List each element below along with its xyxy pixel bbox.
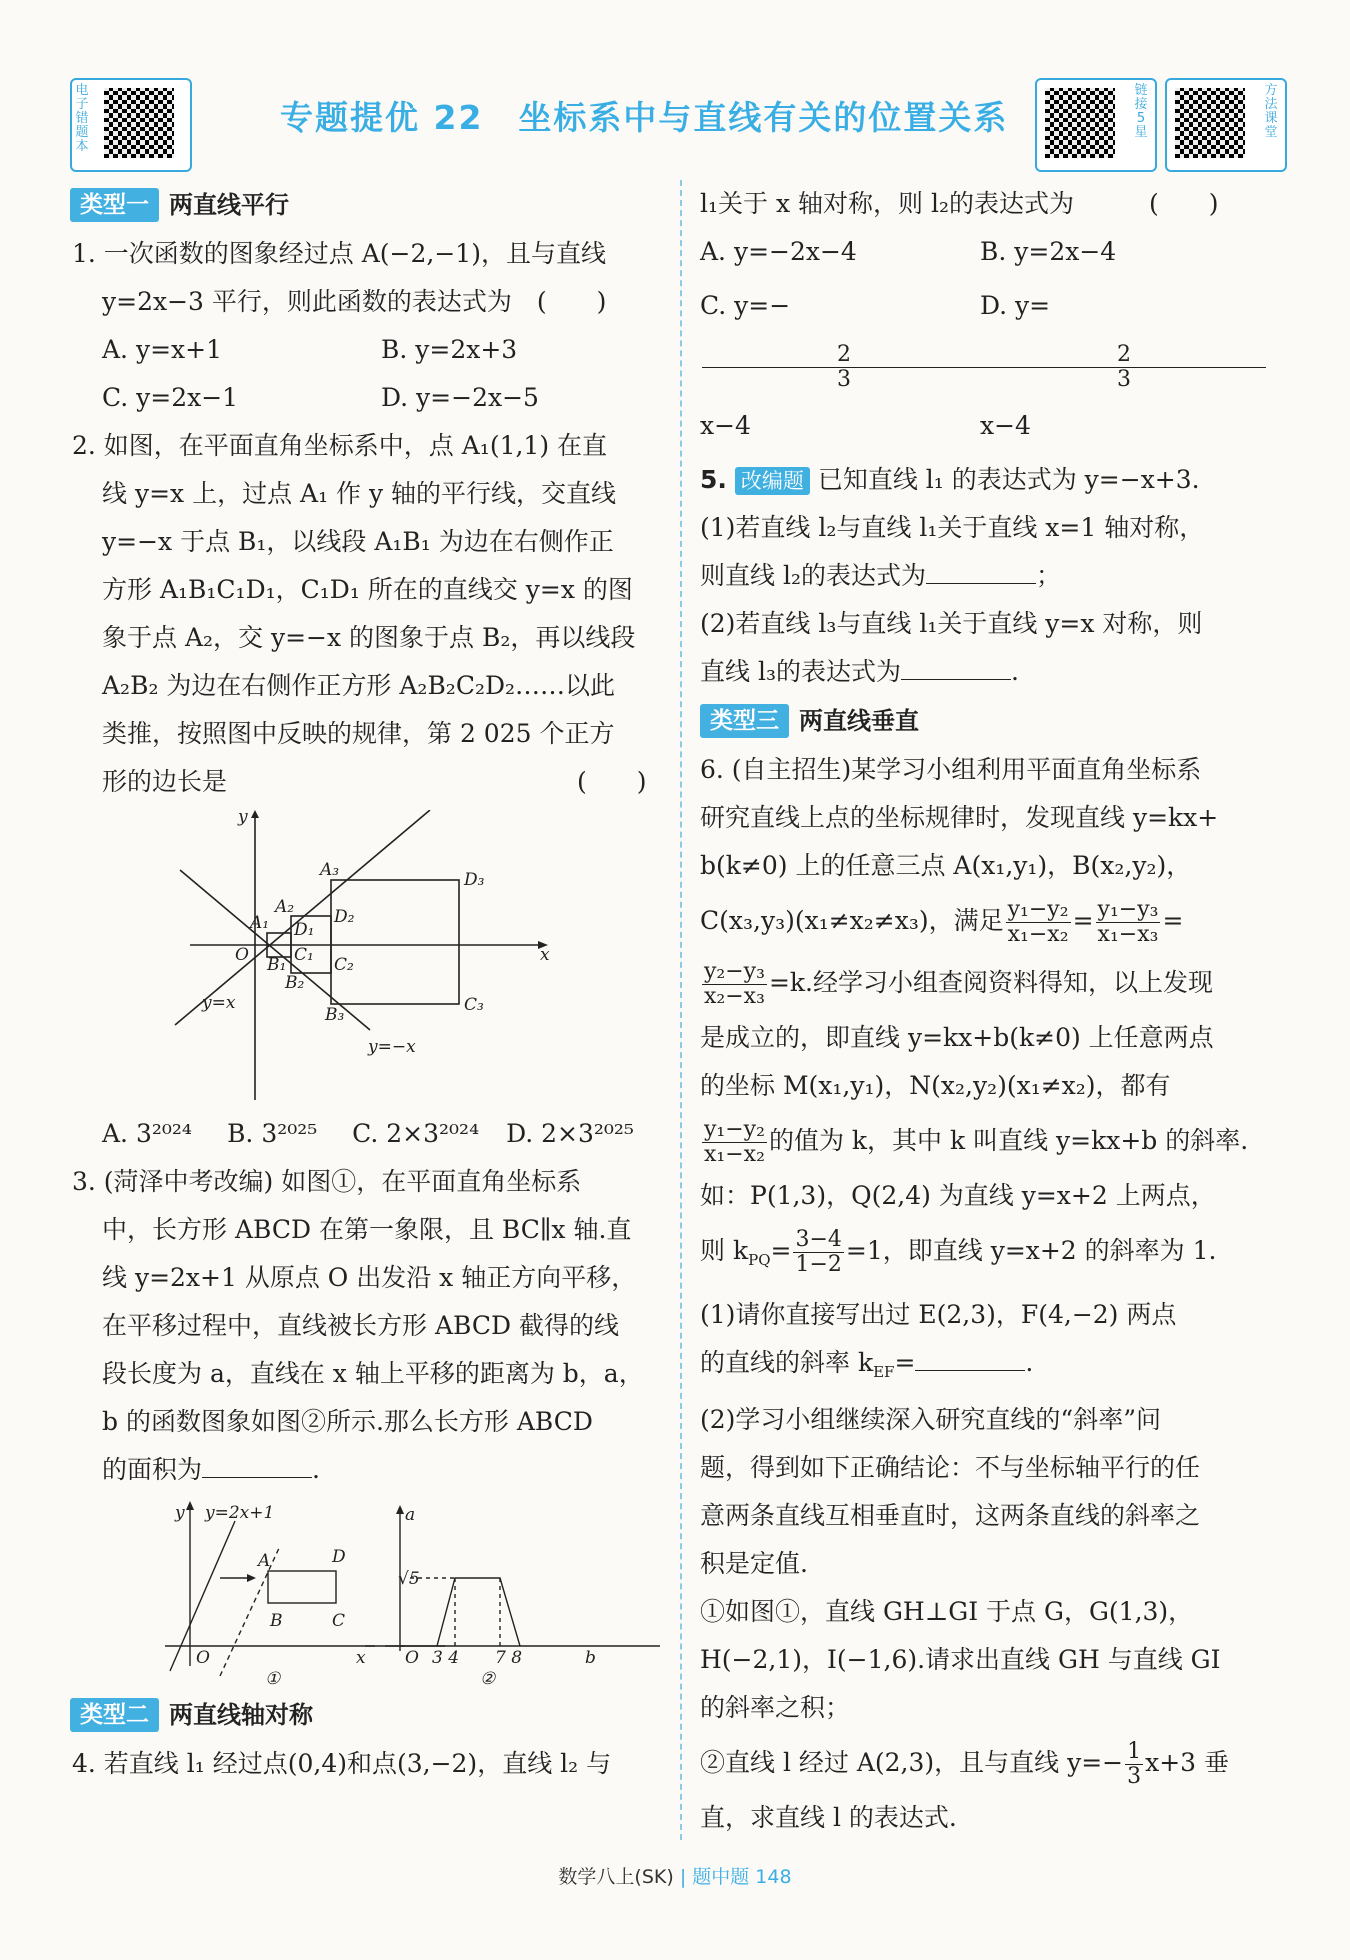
right-qr-box[interactable]	[1165, 78, 1287, 172]
page-footer	[0, 1862, 1350, 1889]
q6-p2d: 积是定值.	[700, 1549, 808, 1578]
q4-line2: l₁关于 x 轴对称，则 l₂的表达式为 ( )	[700, 189, 1219, 218]
q6-s2c: 直，求直线 l 的表达式.	[700, 1803, 957, 1832]
q2-figure	[70, 810, 660, 1110]
graph-a-b	[437, 1578, 520, 1646]
label-C1: C₁	[294, 945, 314, 965]
fig1-label-B: B	[270, 1611, 283, 1631]
fig2-label-O: O	[405, 1648, 419, 1668]
label-y-eq-x: y=x	[202, 993, 236, 1013]
q6-l2: 研究直线上点的坐标规律时，发现直线 y=kx+	[700, 803, 1219, 832]
q2-option-b[interactable]: B. 3²⁰²⁵	[227, 1119, 318, 1148]
q2-line: 2. 如图，在平面直角坐标系中，点 A₁(1,1) 在直	[72, 431, 608, 460]
footer-sep: |	[679, 1866, 687, 1888]
footer-left: 数学八上(SK)	[558, 1866, 674, 1888]
footer-right: 题中题 148	[692, 1866, 792, 1888]
label-D3: D₃	[464, 870, 485, 890]
type3-header	[700, 696, 1290, 746]
label-D1: D₁	[294, 920, 315, 940]
q1-option-a[interactable]: A. y=x+1	[102, 335, 222, 364]
q5-blank1[interactable]	[926, 561, 1036, 584]
label-A1: A₁	[250, 913, 270, 933]
type2-title: 两直线轴对称	[169, 1701, 313, 1729]
fig1-label-A: A	[258, 1551, 271, 1571]
q3-answer-blank[interactable]	[202, 1455, 312, 1478]
q3-text: 3. (菏泽中考改编) 如图①，在平面直角坐标系 中，长方形 ABCD 在第一象限，且 BC∥x 轴.直 线 y=2x+1 从原点 O 出发沿 x 轴正方向平移， 在平移过程中，直线被长方形 ABCD 截得的线 段长度为 a，直线在 x 轴上平移的距离为 b，a， b 的函数图象如图②所示.那么长方形 ABCD 的面积为 .	[70, 1158, 660, 1494]
q2-options	[70, 1110, 660, 1158]
type2-tag: 类型二	[70, 1698, 159, 1732]
right-qr-label: 方法课堂	[1264, 83, 1278, 140]
q4-option-c[interactable]: C. y=− $\frac{2}{3}$ x−4	[700, 276, 980, 456]
q6-l4: C(x₃,y₃)(x₁≠x₂≠x₃)，满足	[700, 906, 1004, 935]
q4-options-ab	[700, 228, 1290, 276]
label-C2: C₂	[334, 955, 354, 975]
q6-l1: 6. (自主招生)某学习小组利用平面直角坐标系	[700, 755, 1202, 784]
square-3	[331, 880, 459, 1004]
q3-line: 段长度为 a，直线在 x 轴上平移的距离为 b，a，	[102, 1359, 644, 1388]
q6-s1a: ①如图①，直线 GH⊥GI 于点 G，G(1,3)，	[700, 1597, 1194, 1626]
column-divider	[680, 180, 682, 1840]
fig1-number: ①	[265, 1669, 281, 1686]
q6-l10: =1，即直线 y=x+2 的斜率为 1.	[845, 1236, 1217, 1265]
q4-options-cd	[700, 276, 1290, 456]
q5-p2a: (2)若直线 l₃与直线 l₁关于直线 y=x 对称，则	[700, 609, 1203, 638]
fig1-label-x: x	[356, 1648, 366, 1668]
left-qr-label: 电子错题本	[75, 83, 89, 154]
label-y-eq-neg-x: y=−x	[368, 1037, 416, 1057]
left-qr-box[interactable]	[70, 78, 192, 172]
q6-l3: b(k≠0) 上的任意三点 A(x₁,y₁)，B(x₂,y₂)，	[700, 851, 1192, 880]
q2-line: 线 y=x 上，过点 A₁ 作 y 轴的平行线，交直线	[102, 479, 617, 508]
label-x: x	[540, 945, 550, 965]
q1-option-d[interactable]: D. y=−2x−5	[381, 383, 539, 412]
q6-p2b: 题，得到如下正确结论：不与坐标轴平行的任	[700, 1453, 1201, 1482]
right-column	[700, 180, 1290, 1842]
mid-qr-label: 链接5星	[1134, 83, 1148, 140]
q3-line: b 的函数图象如图②所示.那么长方形 ABCD	[102, 1407, 593, 1436]
q2-line: 类推，按照图中反映的规律，第 2 025 个正方	[102, 719, 615, 748]
q6: 6. (自主招生)某学习小组利用平面直角坐标系 研究直线上点的坐标规律时，发现直线 y=kx+ b(k≠0) 上的任意三点 A(x₁,y₁)，B(x₂,y₂)， C(x₃,y₃)(x₁≠x₂≠x₃)，满足 $\frac{\text{y₁−y₂}}{\text{x₁−x₂}}$ = $\frac{\text{y₁−y₃}}{\text{x₁−x₃}}$ = $\frac{\text{y₂−y₃}}{\text{x₂−x₃}}$ =k.经学习小组查阅资料得知，以上发现 是成立的，即直线 y=kx+b(k≠0) 上任意两点 的坐标 M(x₁,y₁)，N(x₂,y₂)(x₁≠x₂)，都有 $\frac{\text{y₁−y₂}}{\text{x₁−x₂}}$ 的值为 k，其中 k 叫直线 y=kx+b 的斜率. 如：P(1,3)，Q(2,4) 为直线 y=x+2 上两点， 则 $k_{PQ}=$ $\frac{3-4}{1-2}$ =1，即直线 y=x+2 的斜率为 1. (1)请你直接写出过 E(2,3)，F(4,−2) 两点 的直线的斜率 $k_{EF}=$ . (2)学习小组继续深入研究直线的“斜率”问 题，得到如下正确结论：不与坐标轴平行的任 意两条直线互相垂直时，这两条直线的斜率之 积是定值. ①如图①，直线 GH⊥GI 于点 G，G(1,3)， H(−2,1)，I(−1,6).请求出直线 GH 与直线 GI 的斜率之积； ②直线 l 经过 A(2,3)，且与直线 y=− $\frac{1}{3}$ x+3 垂 直，求直线 l 的表达式.	[700, 746, 1290, 1842]
fig1-label-C: C	[332, 1611, 346, 1631]
q6-p2a: (2)学习小组继续深入研究直线的“斜率”问	[700, 1405, 1161, 1434]
q2-line: 形的边长是 ( )	[102, 767, 647, 796]
q3-line: 中，长方形 ABCD 在第一象限，且 BC∥x 轴.直	[102, 1215, 632, 1244]
q1-option-b[interactable]: B. y=2x+3	[381, 335, 518, 364]
fig1-label-D: D	[332, 1547, 346, 1567]
q3-last-line: 的面积为	[102, 1455, 203, 1484]
qr-code-icon	[1173, 86, 1247, 160]
q2-line: 象于点 A₂，交 y=−x 的图象于点 B₂，再以线段	[102, 623, 636, 652]
q3-line: 在平移过程中，直线被长方形 ABCD 截得的线	[102, 1311, 619, 1340]
q3-line: 3. (菏泽中考改编) 如图①，在平面直角坐标系	[72, 1167, 582, 1196]
page-title: 专题提优 22 坐标系中与直线有关的位置关系	[280, 98, 1009, 137]
qr-code-icon	[1043, 86, 1117, 160]
qr-code-icon	[102, 86, 176, 160]
q2-line: 方形 A₁B₁C₁D₁，C₁D₁ 所在的直线交 y=x 的图	[102, 575, 633, 604]
fig2-label-sqrt5: √5	[398, 1569, 420, 1589]
fig1-label-y: y	[175, 1503, 185, 1523]
q6-l6: 是成立的，即直线 y=kx+b(k≠0) 上任意两点	[700, 1023, 1214, 1052]
fig2-ticks-34: 3 4	[432, 1648, 460, 1668]
label-D2: D₂	[334, 907, 355, 927]
q1-options-cd	[70, 374, 660, 422]
fig2-label-a: a	[405, 1505, 416, 1525]
label-B2: B₂	[285, 973, 305, 993]
q2-option-a[interactable]: A. 3²⁰²⁴	[102, 1119, 192, 1148]
type2-header	[70, 1690, 660, 1740]
q4-line1: 4. 若直线 l₁ 经过点(0,4)和点(3,−2)，直线 l₂ 与	[72, 1749, 612, 1778]
q5-p1b: 则直线 l₂的表达式为	[700, 561, 926, 590]
q2-text	[70, 422, 660, 806]
q4-option-b[interactable]: B. y=2x−4	[980, 237, 1117, 266]
label-O: O	[235, 945, 249, 965]
q1-option-c[interactable]: C. y=2x−1	[102, 383, 239, 412]
q5: 5. 改编题 已知直线 l₁ 的表达式为 y=−x+3. (1)若直线 l₂与直线 l₁关于直线 x=1 轴对称， 则直线 l₂的表达式为 ； (2)若直线 l₃与直线 l₁关于直线 y=x 对称，则 直线 l₃的表达式为 .	[700, 456, 1290, 696]
q2-line: y=−x 于点 B₁，以线段 A₁B₁ 为边在右侧作正	[102, 527, 614, 556]
type3-title: 两直线垂直	[799, 707, 919, 735]
q6-l7: 的坐标 M(x₁,y₁)，N(x₂,y₂)(x₁≠x₂)，都有	[700, 1071, 1171, 1100]
q1-line1: 1. 一次函数的图象经过点 A(−2,−1)，且与直线	[72, 239, 606, 268]
fig2-number: ②	[480, 1669, 496, 1686]
q6-p2c: 意两条直线互相垂直时，这两条直线的斜率之	[700, 1501, 1201, 1530]
q1-options-ab	[70, 326, 660, 374]
type1-header	[70, 180, 660, 230]
q3-line: 线 y=2x+1 从原点 O 出发沿 x 轴正方向平移，	[102, 1263, 637, 1292]
fig2-ticks-78: 7 8	[495, 1648, 523, 1668]
fig1-label-eq: y=2x+1	[205, 1503, 275, 1523]
q6-l8: 的值为 k，其中 k 叫直线 y=kx+b 的斜率.	[768, 1126, 1249, 1155]
q2-line: A₂B₂ 为边在右侧作正方形 A₂B₂C₂D₂……以此	[102, 671, 616, 700]
type1-tag: 类型一	[70, 188, 159, 222]
q6-s1b: H(−2,1)，I(−1,6).请求出直线 GH 与直线 GI	[700, 1645, 1221, 1674]
label-A3: A₃	[320, 860, 340, 880]
q1-line2: y=2x−3 平行，则此函数的表达式为 ( )	[102, 287, 607, 316]
q2-option-d[interactable]: D. 2×3²⁰²⁵	[506, 1119, 634, 1148]
rectangle-ABCD	[268, 1571, 336, 1603]
fig1-label-O: O	[196, 1648, 210, 1668]
type1-title: 两直线平行	[169, 191, 289, 219]
q4-option-a[interactable]: A. y=−2x−4	[700, 237, 857, 266]
fig2-label-b: b	[585, 1648, 596, 1668]
label-A2: A₂	[275, 897, 295, 917]
label-B3: B₃	[325, 1005, 345, 1025]
label-C3: C₃	[464, 995, 484, 1015]
q5-p2b: 直线 l₃的表达式为	[700, 657, 901, 686]
q4-option-d[interactable]: D. y= $\frac{2}{3}$ x−4	[980, 276, 1260, 456]
type3-tag: 类型三	[700, 704, 789, 738]
q2-option-c[interactable]: C. 2×3²⁰²⁴	[352, 1119, 480, 1148]
q5-blank2[interactable]	[901, 657, 1011, 680]
q6-blank1[interactable]	[915, 1348, 1025, 1371]
mid-qr-box[interactable]	[1035, 78, 1157, 172]
q5-line1: 已知直线 l₁ 的表达式为 y=−x+3.	[817, 465, 1200, 494]
q6-l5: =k.经学习小组查阅资料得知，以上发现	[768, 968, 1213, 997]
label-B1: B₁	[267, 955, 287, 975]
label-y: y	[238, 810, 248, 827]
q6-p1a: (1)请你直接写出过 E(2,3)，F(4,−2) 两点	[700, 1300, 1177, 1329]
q6-l9: 如：P(1,3)，Q(2,4) 为直线 y=x+2 上两点，	[700, 1181, 1216, 1210]
q5-p1a: (1)若直线 l₂与直线 l₁关于直线 x=1 轴对称，	[700, 513, 1205, 542]
left-column	[70, 180, 660, 1788]
q3-figures	[70, 1496, 660, 1686]
q5-badge: 改编题	[735, 467, 810, 495]
q6-s1c: 的斜率之积；	[700, 1693, 851, 1722]
